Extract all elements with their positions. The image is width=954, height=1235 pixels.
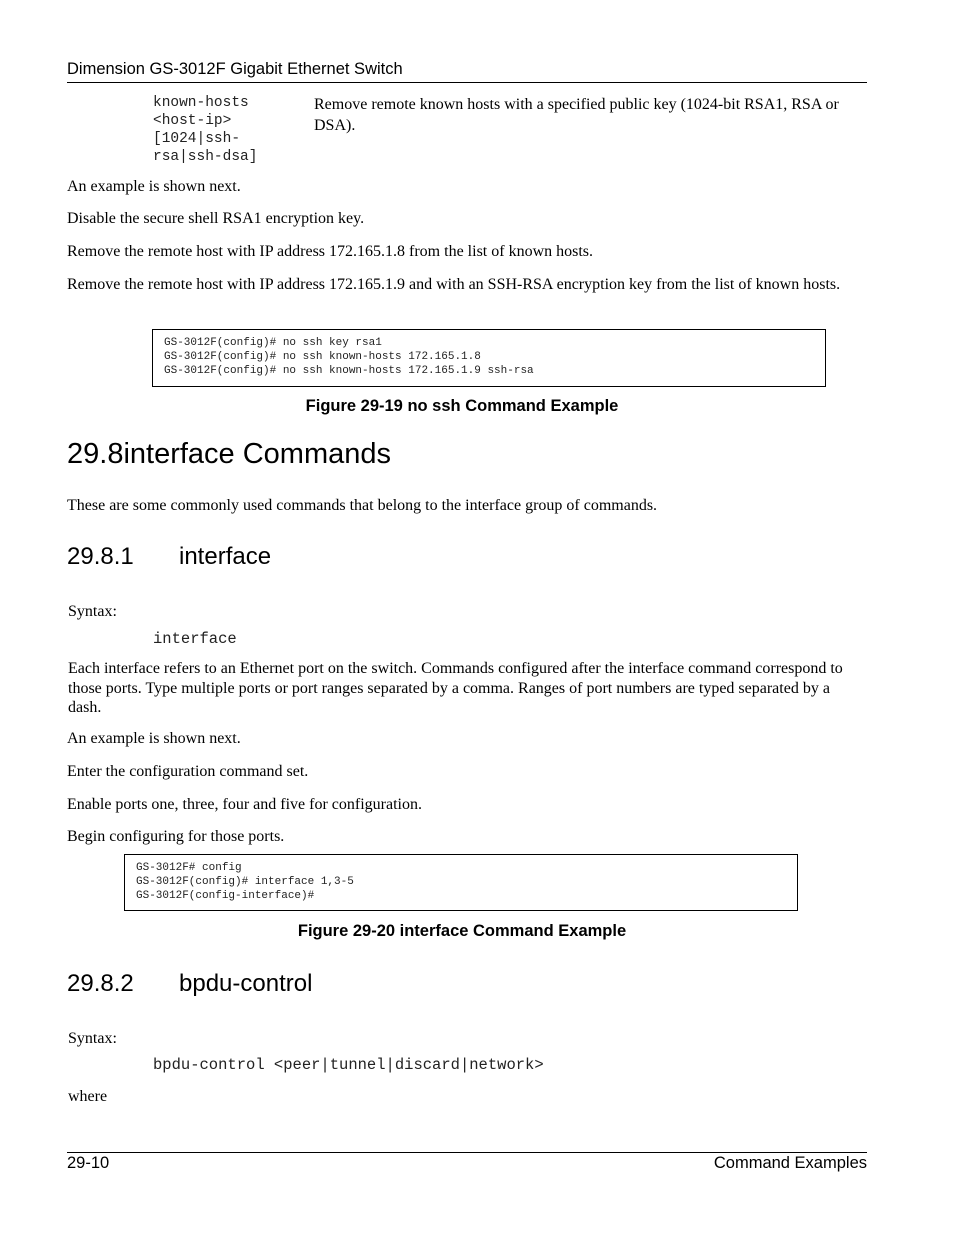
footer-rule <box>67 1152 867 1153</box>
section-title: bpdu-control <box>179 970 313 997</box>
command-line: known-hosts <box>153 95 249 111</box>
running-header-title: Dimension GS-3012F Gigabit Ethernet Switch <box>67 60 403 78</box>
paragraph: An example is shown next. <box>67 178 241 195</box>
figure-caption: Figure 29-20 interface Command Example <box>297 922 627 940</box>
paragraph: Remove the remote host with IP address 172.165.1.9 and with an SSH-RSA encryption key from the list of known hosts. <box>67 276 841 293</box>
section-heading-29-8-1 <box>67 543 271 571</box>
code-line: GS-3012F(config)# no ssh key rsa1 <box>164 337 382 349</box>
section-number: 29.8.2 <box>67 970 134 997</box>
code-line: GS-3012F(config)# no ssh known-hosts 172.165.1.8 <box>164 351 481 363</box>
paragraph: An example is shown next. <box>67 730 241 747</box>
code-line: GS-3012F(config)# no ssh known-hosts 172.165.1.9 ssh-rsa <box>164 365 534 377</box>
syntax-label: Syntax: <box>68 1030 117 1047</box>
known-hosts-command-cell <box>153 94 303 166</box>
paragraph: Enter the configuration command set. <box>67 763 309 780</box>
page-number: 29-10 <box>67 1154 110 1172</box>
section-heading-29-8 <box>67 438 391 471</box>
section-heading-29-8-2 <box>67 970 312 998</box>
interface-code-example-box <box>124 854 798 911</box>
command-line: [1024|ssh- <box>153 131 241 147</box>
known-hosts-description-cell: Remove remote known hosts with a specified public key (1024-bit RSA1, RSA or DSA). <box>314 96 839 134</box>
syntax-code: bpdu-control <peer|tunnel|discard|network> <box>153 1056 544 1074</box>
interface-description: Each interface refers to an Ethernet port on the switch. Commands configured after the interface command correspond to those ports. Type multiple ports or port ranges separated by a comma. Ranges of port numbers are typed separated by a dash. <box>68 660 843 716</box>
code-line: GS-3012F(config)# interface 1,3-5 <box>136 876 354 888</box>
section-title: interface <box>179 543 272 570</box>
section-number: 29.8.1 <box>67 543 134 570</box>
paragraph: Begin configuring for those ports. <box>67 828 285 845</box>
chapter-title: Command Examples <box>713 1154 867 1172</box>
code-line: GS-3012F# config <box>136 862 242 874</box>
paragraph: Enable ports one, three, four and five for configuration. <box>67 796 422 813</box>
where-label: where <box>68 1088 108 1105</box>
command-line: rsa|ssh-dsa] <box>153 149 258 165</box>
figure-caption: Figure 29-19 no ssh Command Example <box>305 397 619 415</box>
paragraph: Remove the remote host with IP address 172.165.1.8 from the list of known hosts. <box>67 243 594 260</box>
section-intro: These are some commonly used commands that belong to the interface group of commands. <box>67 497 658 514</box>
ssh-code-example-box <box>152 329 826 387</box>
code-line: GS-3012F(config-interface)# <box>136 890 315 902</box>
paragraph: Disable the secure shell RSA1 encryption key. <box>67 210 365 227</box>
section-number: 29.8 <box>67 438 124 470</box>
section-title: interface Commands <box>123 438 392 470</box>
syntax-label: Syntax: <box>68 603 117 620</box>
syntax-code: interface <box>153 630 237 648</box>
header-rule <box>67 82 867 83</box>
command-line: <host-ip> <box>153 113 232 129</box>
